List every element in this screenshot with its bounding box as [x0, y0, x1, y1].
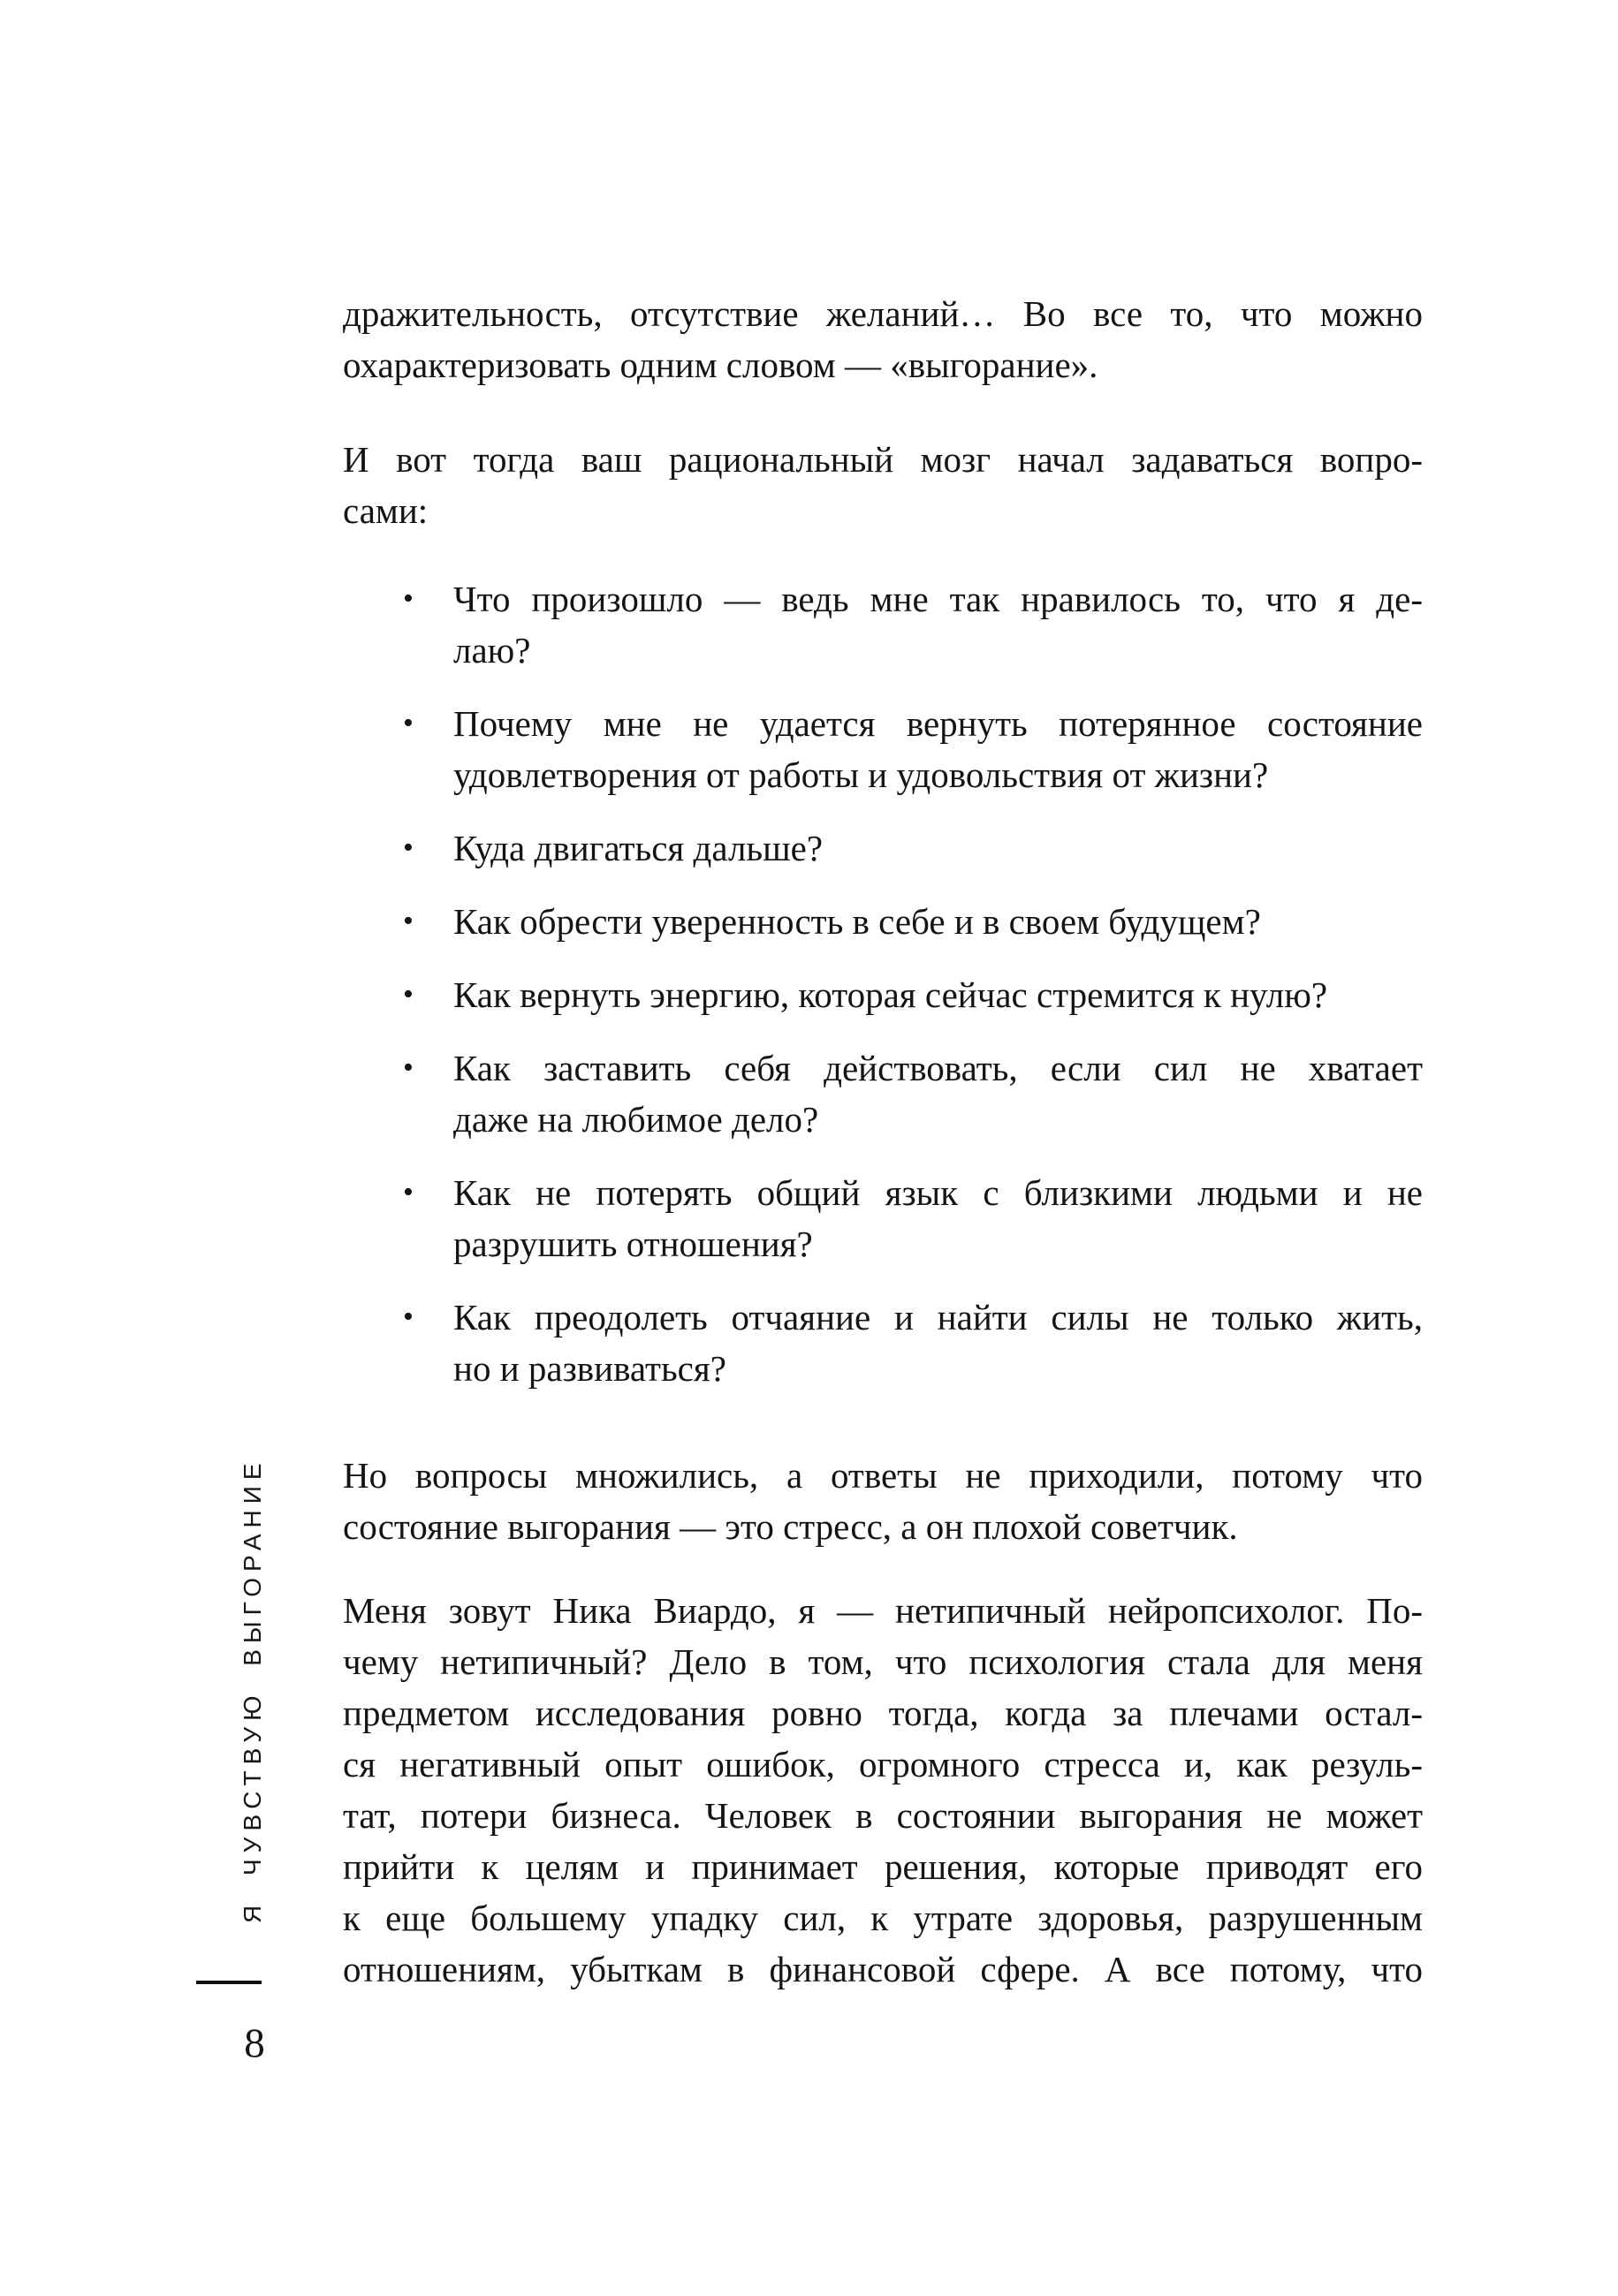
text-line: сами:: [343, 490, 429, 531]
text-line: Как заставить себя действовать, если сил не хватает: [453, 1048, 1423, 1088]
bullet-icon: •: [403, 707, 414, 739]
list-item: [343, 1292, 1423, 1394]
paragraph-no-answers: [343, 1450, 1423, 1552]
text-line: дражительность, отсутствие желаний… Во все то, что можно: [343, 293, 1423, 334]
text-line: даже на любимое дело?: [453, 1099, 819, 1140]
list-item: [343, 822, 1423, 874]
bullet-icon: •: [403, 1176, 414, 1209]
text-line: Но вопросы множились, а ответы не приходили, потому что: [343, 1455, 1423, 1496]
text-line: лаю?: [453, 630, 531, 671]
text-line: предметом исследования ровно тогда, когда за плечами остал-: [343, 1693, 1423, 1733]
paragraph-author-intro: [343, 1585, 1423, 1995]
text-line: состояние выгорания — это стресс, а он плохой советчик.: [343, 1506, 1238, 1547]
text-line: удовлетворения от работы и удовольствия от жизни?: [453, 754, 1269, 795]
text-line: Почему мне не удается вернуть потерянное состояние: [453, 703, 1423, 744]
page-number: 8: [244, 2020, 265, 2066]
bullet-icon: •: [403, 1051, 414, 1084]
text-line: И вот тогда ваш рациональный мозг начал задаваться вопро-: [343, 439, 1423, 480]
text-line: Как преодолеть отчаяние и найти силы не только жить,: [453, 1297, 1423, 1337]
bullet-icon: •: [403, 1300, 414, 1333]
bullet-icon: •: [403, 582, 414, 615]
bullet-icon: •: [403, 978, 414, 1011]
body-text: [343, 288, 1423, 1995]
text-line: отношениям, убыткам в финансовой сфере. А все потому, что: [343, 1949, 1423, 1989]
text-line: Куда двигаться дальше?: [453, 828, 824, 868]
text-line: прийти к целям и принимает решения, которые приводят его: [343, 1846, 1423, 1887]
paragraph-rational-brain: [343, 434, 1423, 536]
text-line: чему нетипичный? Дело в том, что психология стала для меня: [343, 1641, 1423, 1682]
list-item: [343, 896, 1423, 947]
text-line: Меня зовут Ника Виардо, я — нетипичный нейропсихолог. По-: [343, 1590, 1423, 1631]
text-line: к еще большему упадку сил, к утрате здоровья, разрушенным: [343, 1898, 1423, 1938]
list-item: [343, 573, 1423, 676]
bullet-icon: •: [403, 831, 414, 864]
text-line: но и развиваться?: [453, 1348, 726, 1389]
footer-rule: [196, 1981, 262, 1984]
list-item: [343, 1167, 1423, 1269]
text-line: охарактеризовать одним словом — «выгорание».: [343, 345, 1098, 385]
running-title-vertical: Я ЧУВСТВУЮ ВЫГОРАНИЕ: [239, 1457, 266, 1923]
paragraph-burnout-definition: [343, 288, 1423, 390]
text-line: ся негативный опыт ошибок, огромного стресса и, как резуль-: [343, 1744, 1423, 1785]
text-line: Как обрести уверенность в себе и в своем будущем?: [453, 901, 1261, 942]
list-item: [343, 698, 1423, 800]
text-line: Что произошло — ведь мне так нравилось то, что я де-: [453, 579, 1423, 619]
bullet-icon: •: [403, 905, 414, 937]
text-line: Как вернуть энергию, которая сейчас стремится к нулю?: [453, 974, 1328, 1015]
text-line: тат, потери бизнеса. Человек в состоянии выгорания не может: [343, 1795, 1423, 1836]
list-item: [343, 969, 1423, 1020]
text-line: разрушить отношения?: [453, 1224, 813, 1264]
questions-bullet-list: [343, 573, 1423, 1394]
list-item: [343, 1042, 1423, 1145]
text-line: Как не потерять общий язык с близкими людьми и не: [453, 1172, 1423, 1213]
